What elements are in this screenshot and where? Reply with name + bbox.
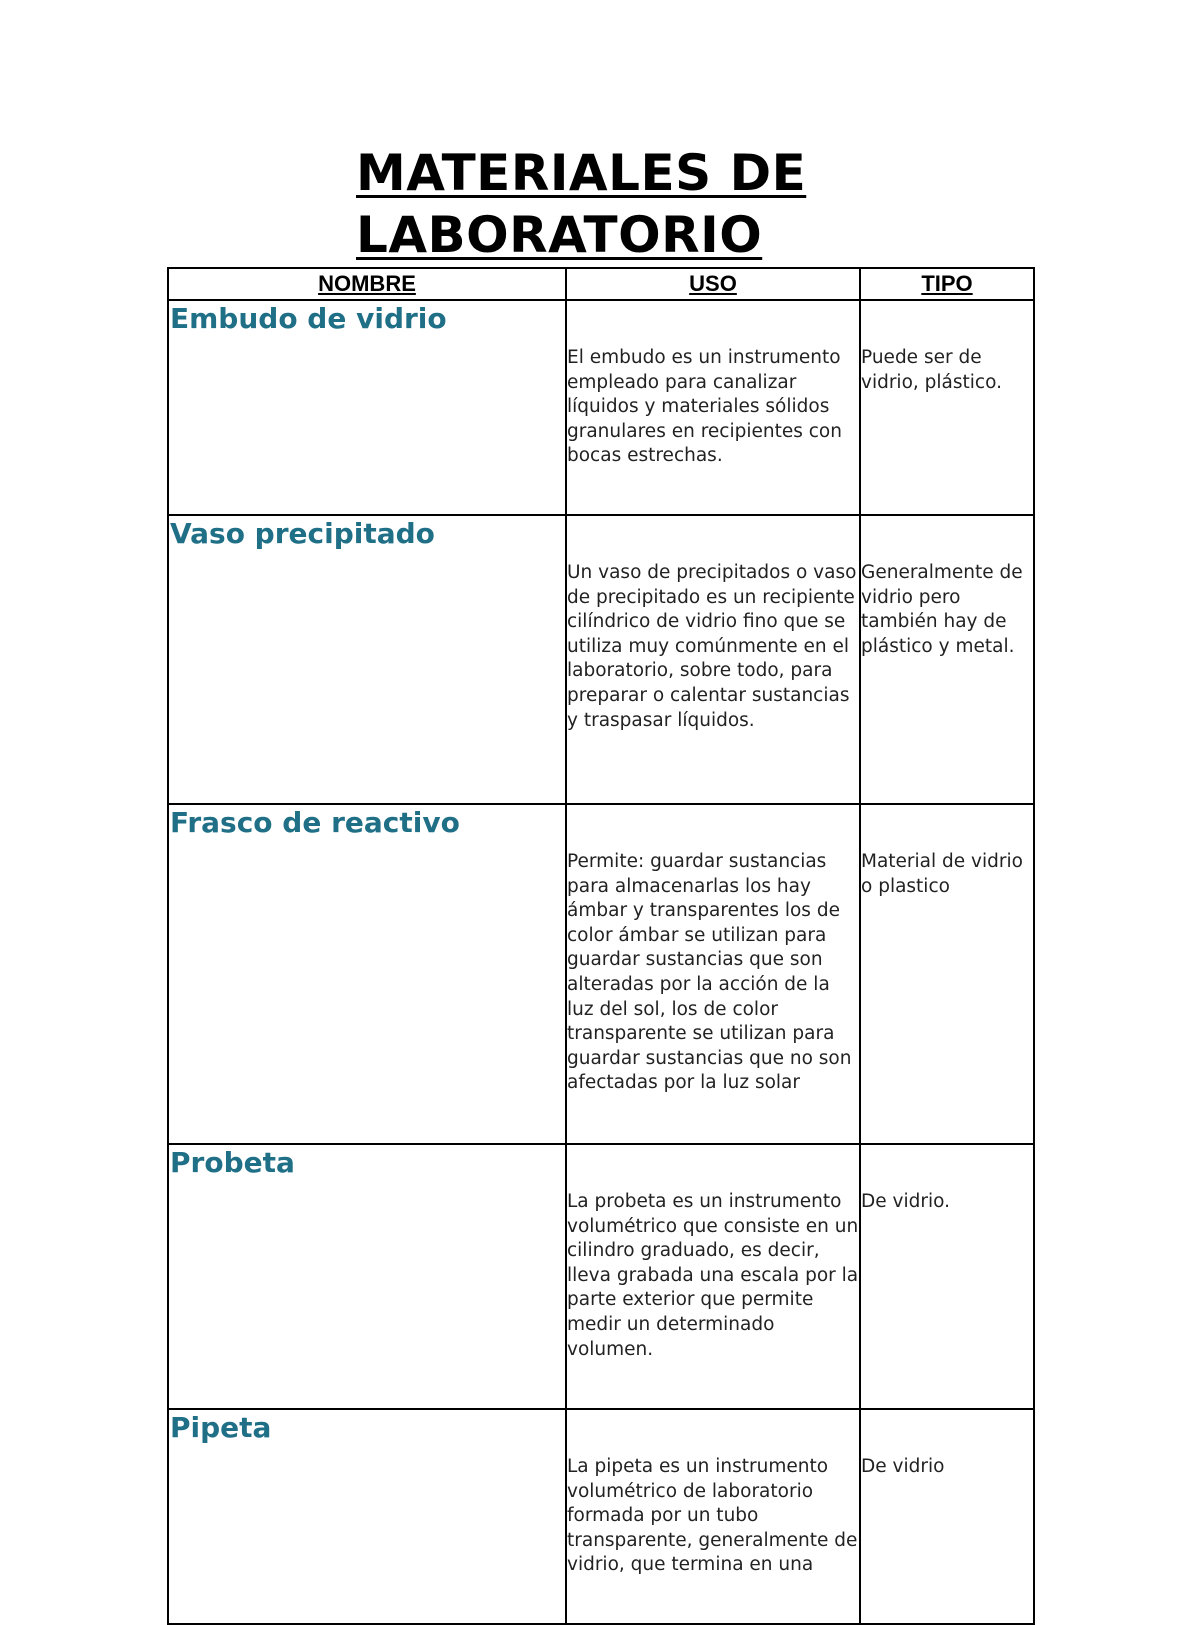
material-name: Pipeta bbox=[168, 1409, 566, 1624]
material-type: De vidrio bbox=[860, 1409, 1034, 1624]
material-use: El embudo es un instrumento empleado para canalizar líquidos y materiales sólidos granulares en recipientes con bocas estrechas. bbox=[566, 300, 860, 515]
table-row bbox=[168, 1409, 1034, 1624]
material-type: Generalmente de vidrio pero también hay de plástico y metal. bbox=[860, 515, 1034, 804]
table-row bbox=[168, 804, 1034, 1144]
header-uso: USO bbox=[566, 268, 860, 300]
material-type: De vidrio. bbox=[860, 1144, 1034, 1409]
document-title-line-1: MATERIALES DE bbox=[356, 144, 807, 202]
material-use: La pipeta es un instrumento volumétrico de laboratorio formada por un tubo transparente, generalmente de vidrio, que termina en una bbox=[566, 1409, 860, 1624]
document-title-line-2: LABORATORIO bbox=[356, 206, 763, 264]
material-use: Un vaso de precipitados o vaso de precipitado es un recipiente cilíndrico de vidrio fino que se utiliza muy comúnmente en el laboratorio, sobre todo, para preparar o calentar sustancias y traspasar líquidos. bbox=[566, 515, 860, 804]
table-row bbox=[168, 300, 1034, 515]
table-row bbox=[168, 1144, 1034, 1409]
material-use: Permite: guardar sustancias para almacenarlas los hay ámbar y transparentes los de color ámbar se utilizan para guardar sustancias que son alteradas por la acción de la luz del sol, los de color transparente se utilizan para guardar sustancias que no son afectadas por la luz solar bbox=[566, 804, 860, 1144]
table-row bbox=[168, 515, 1034, 804]
table-header-row bbox=[168, 268, 1034, 300]
material-type: Material de vidrio o plastico bbox=[860, 804, 1034, 1144]
header-tipo: TIPO bbox=[860, 268, 1034, 300]
materials-table bbox=[167, 267, 1035, 1625]
material-name: Frasco de reactivo bbox=[168, 804, 566, 1144]
material-use: La probeta es un instrumento volumétrico que consiste en un cilindro graduado, es decir, lleva grabada una escala por la parte exterior que permite medir un determinado volumen. bbox=[566, 1144, 860, 1409]
material-type: Puede ser de vidrio, plástico. bbox=[860, 300, 1034, 515]
material-name: Embudo de vidrio bbox=[168, 300, 566, 515]
header-nombre: NOMBRE bbox=[168, 268, 566, 300]
material-name: Probeta bbox=[168, 1144, 566, 1409]
document-title bbox=[356, 142, 896, 266]
material-name: Vaso precipitado bbox=[168, 515, 566, 804]
